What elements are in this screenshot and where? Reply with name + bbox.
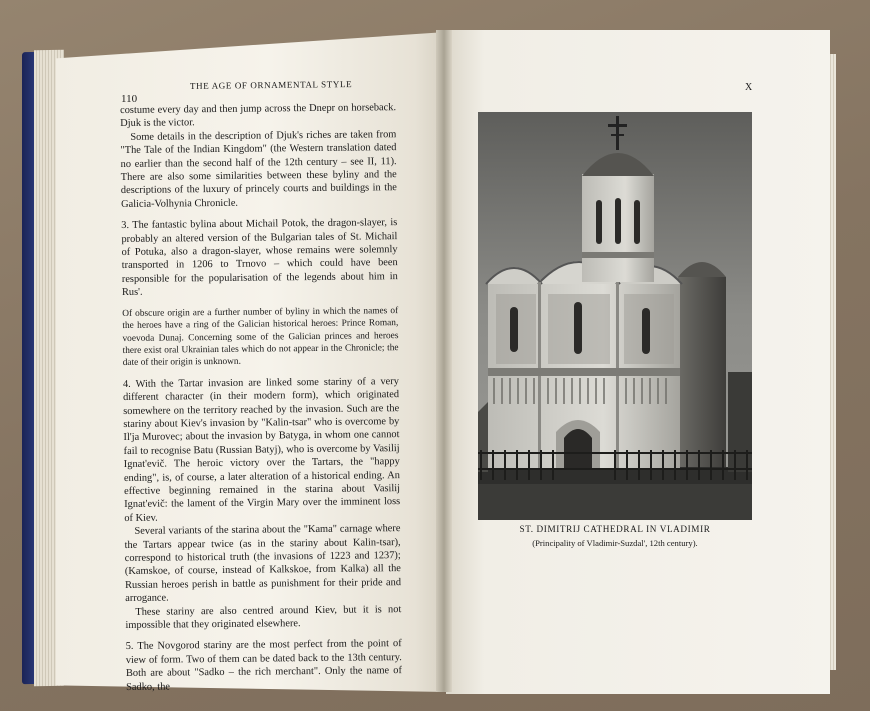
paragraph-5: 4. With the Tartar invasion are linked some stariny of a very different character (in their modern form), which originated somewhere on the territory reached by the invasion. Such are the stariny about Kiev's invasion by "Kalin-tsar" who is overcome by Il'ja Murovec; about the invasion by Batyga, in whom one cannot fail to recognise Batu (Russian Batyj), who is overcome by Vasilij Ignat'evič. The heroic victory over the Tartars, the "happy ending", is, of course, a later alteration of a historical ending. An effective beginning remained in the starina about Vasilij Ignat'evič: the lament of the Virgin Mary over the imminent loss of Kiev. [122, 375, 401, 524]
paragraph-4: Of obscure origin are a further number of byliny in which the names of the heroes have a ring of the Galician historical heroes: Prince Roman, voevoda Dunaj. Concerning some of the Galician princes and heroes there exist oral Ukrainian tales which do not appear in the Chronicle; the date of their origin is unknown. [122, 305, 399, 369]
running-head: THE AGE OF ORNAMENTAL STYLE [189, 79, 353, 91]
photo-caption-subtitle: (Principality of Vladimir-Suzdal', 12th century). [532, 538, 698, 548]
left-page-text [120, 101, 402, 694]
plate-number: X [745, 82, 753, 93]
paragraph-6: Several variants of the starina about the "Kama" carnage where the Tartars appear twice (as in the stariny about Kalin-tsar), correspond to historical truth (the invasions of 1223 and 1237); (Kamskoe, of course, instead of Kalkskoe, from Kalka) all the Russian heroes perish in battle as punishment for their pride and arrogance. [124, 523, 402, 605]
paragraph-3: 3. The fantastic bylina about Michail Potok, the dragon-slayer, is probably an altered version of the Bulgarian tales of St. Michail of Potuka, also a dragon-slayer, whose remains were solemnly transported in 1206 to Trnovo – which could have been responsible for the popularisation of the legends about him in Rus'. [121, 217, 398, 299]
photo-caption-title: ST. DIMITRIJ CATHEDRAL IN VLADIMIR [519, 524, 711, 534]
paragraph-7: These stariny are also centred around Kiev, but it is not impossible that they originated elsewhere. [125, 603, 402, 632]
cathedral-illustration [478, 112, 752, 520]
book-gutter [436, 30, 452, 692]
paragraph-1: costume every day and then jump across the Dnepr on horseback. Djuk is the victor. [120, 102, 397, 130]
paragraph-8: 5. The Novgorod stariny are the most perfect from the point of view of form. Two of them can be dated back to the 13th century. Both are about "Sadko – the rich merchant". Only the name of Sadko, the [125, 638, 403, 693]
paragraph-2: Some details in the description of Djuk's riches are taken from "The Tale of the Indian Kingdom" (the Western translation dated no earlier than the second half of the 12th century – see II, 11). There are also some similarities between these byliny and the descriptions of the luxury of princely courts and buildings in the Galicia-Volhynia Chronicle. [120, 128, 397, 210]
page-number: 110 [121, 93, 138, 105]
cathedral-photo [478, 112, 752, 520]
